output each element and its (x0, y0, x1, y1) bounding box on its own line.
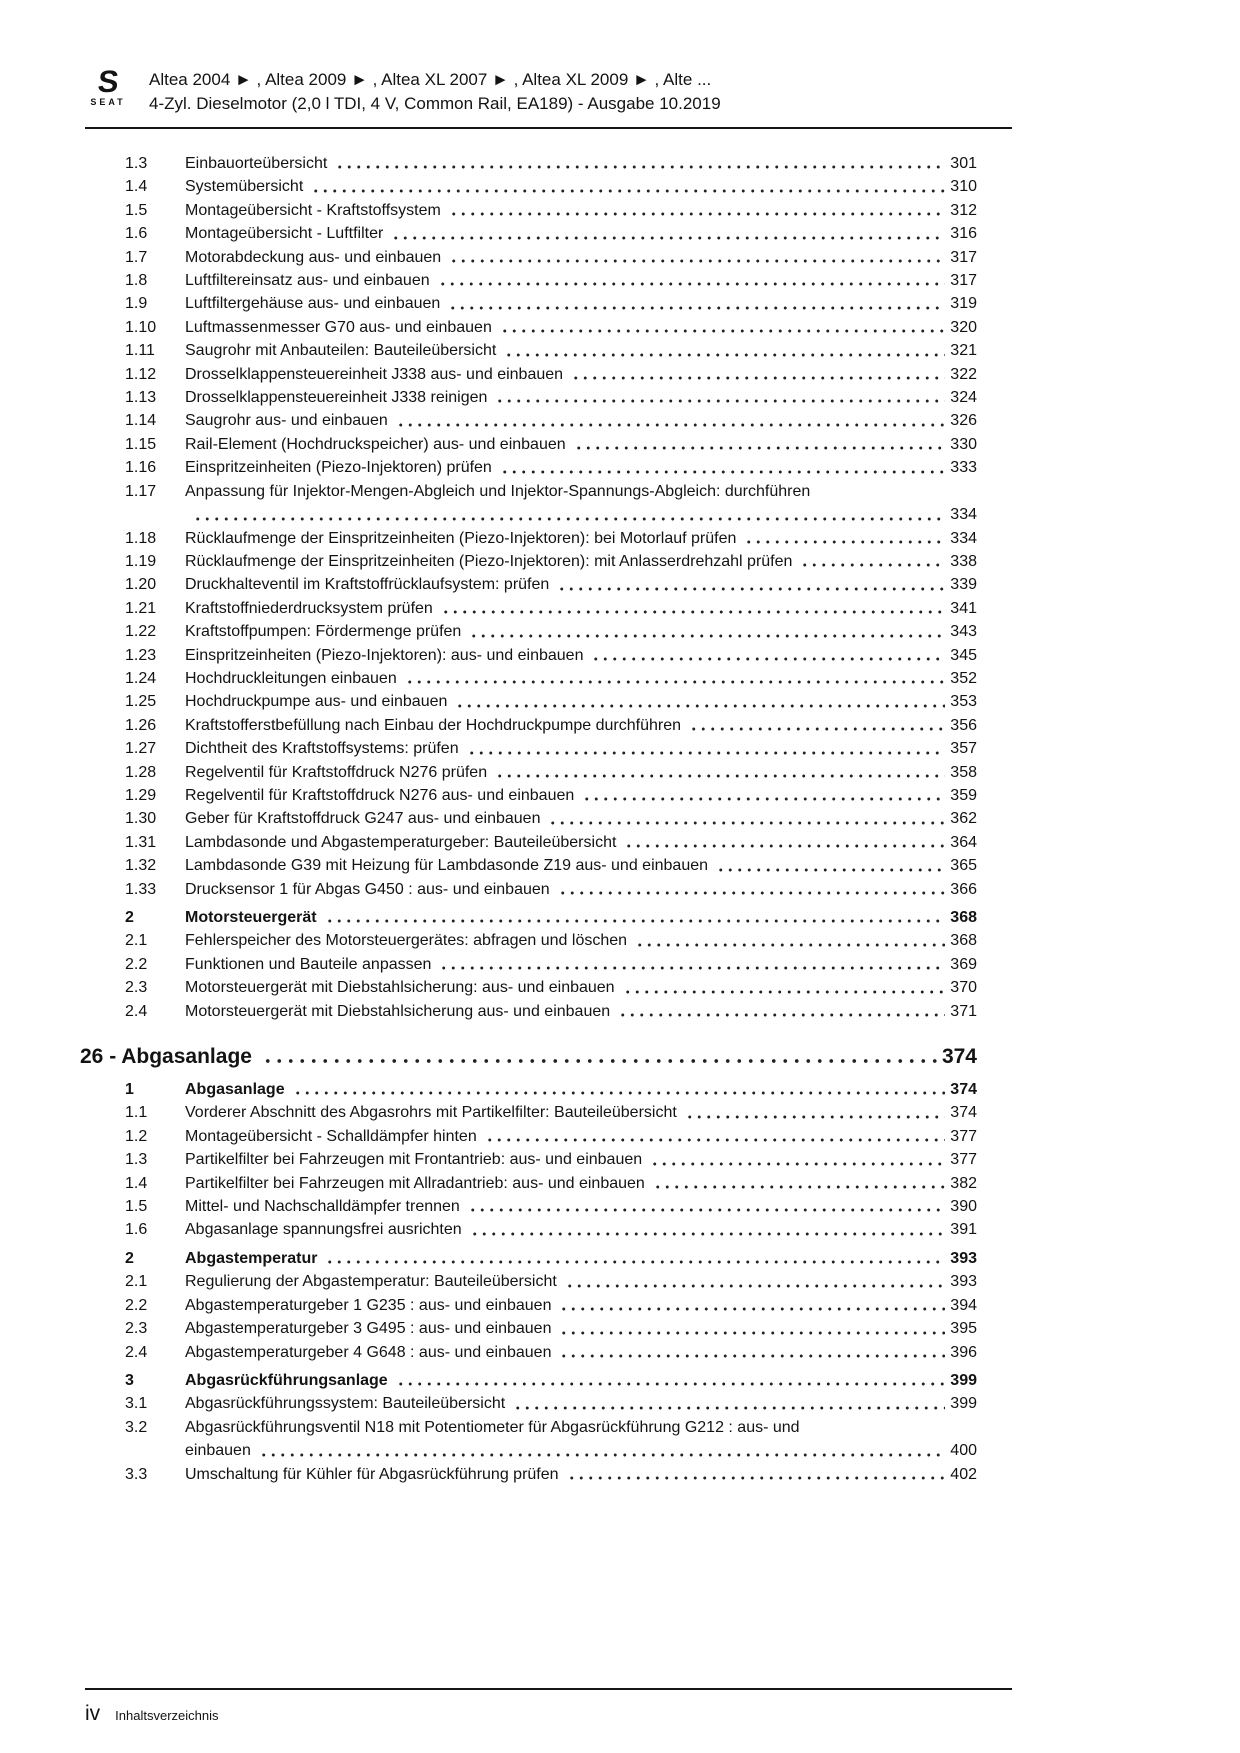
toc-entry (85, 433, 977, 456)
dot-leader (449, 246, 945, 269)
entry-page: 399 (950, 1395, 977, 1413)
toc-entry (85, 550, 977, 573)
header-model-line: Altea 2004 ► , Altea 2009 ► , Altea XL 2007 ► , Altea XL 2009 ► , Alte ... (149, 70, 712, 89)
entry-page: 320 (950, 318, 977, 336)
entry-number: 2.3 (125, 1320, 148, 1338)
entry-title: Regulierung der Abgastemperatur: Bauteileübersicht (185, 1273, 557, 1291)
toc-entry (85, 363, 977, 386)
entry-number: 3.3 (125, 1465, 148, 1483)
dot-leader (439, 953, 945, 976)
entry-title: Luftmassenmesser G70 aus- und einbauen (185, 318, 492, 336)
entry-page: 377 (950, 1127, 977, 1145)
entry-page: 393 (950, 1249, 977, 1267)
toc-entry (85, 1392, 977, 1415)
entry-page: 356 (950, 716, 977, 734)
entry-title: Dichtheit des Kraftstoffsystems: prüfen (185, 740, 459, 758)
footer-page-number: iv (85, 1702, 101, 1725)
entry-title: Kraftstoffpumpen: Fördermenge prüfen (185, 623, 462, 641)
entry-page: 352 (950, 669, 977, 687)
header-engine-line: 4-Zyl. Dieselmotor (2,0 l TDI, 4 V, Common Rail, EA189) - Ausgabe 10.2019 (149, 94, 721, 113)
toc-entry (85, 854, 977, 877)
dot-leader (716, 854, 945, 877)
entry-page: 341 (950, 599, 977, 617)
entry-page: 343 (950, 623, 977, 641)
entry-title: Abgasrückführungsanlage (185, 1371, 388, 1389)
entry-page: 324 (950, 389, 977, 407)
entry-title: Saugrohr aus- und einbauen (185, 412, 388, 430)
entry-number: 1.10 (125, 318, 157, 336)
dot-leader (623, 976, 946, 999)
entry-page: 395 (950, 1320, 977, 1338)
dot-leader (571, 363, 945, 386)
entry-title: Partikelfilter bei Fahrzeugen mit Frontantrieb: aus- und einbauen (185, 1151, 643, 1169)
toc-entry (85, 667, 977, 690)
dot-leader (650, 1148, 945, 1171)
toc-entry (85, 690, 977, 713)
dot-leader (574, 433, 946, 456)
entry-page: 364 (950, 833, 977, 851)
entry-page: 330 (950, 435, 977, 453)
entry-title: Hochdruckpumpe aus- und einbauen (185, 693, 448, 711)
seat-logo-wordmark: SEAT (90, 97, 126, 108)
entry-number (125, 503, 185, 526)
entry-page: 366 (950, 880, 977, 898)
toc-entry (85, 386, 977, 409)
dot-leader (685, 1101, 946, 1124)
entry-title: Montageübersicht - Luftfilter (185, 225, 384, 243)
toc-entry (85, 456, 977, 479)
toc-entry (85, 199, 977, 222)
entry-title: Kraftstofferstbefüllung nach Einbau der Hochdruckpumpe durchführen (185, 716, 682, 734)
entry-title: Luftfiltereinsatz aus- und einbauen (185, 272, 430, 290)
entry-title: Partikelfilter bei Fahrzeugen mit Allradantrieb: aus- und einbauen (185, 1174, 645, 1192)
toc-entry (85, 1172, 977, 1195)
dot-leader (193, 503, 945, 526)
dot-leader (567, 1463, 946, 1486)
dot-leader (559, 1341, 945, 1364)
dot-leader (653, 1172, 945, 1195)
dot-leader (467, 737, 946, 760)
toc-entry (85, 269, 977, 292)
entry-title: Vorderer Abschnitt des Abgasrohrs mit Partikelfilter: Bauteileübersicht (185, 1104, 677, 1122)
entry-page: 338 (950, 552, 977, 570)
entry-title: Einbauorteübersicht (185, 155, 328, 172)
chapter-title: 26 - Abgasanlage (80, 1045, 252, 1069)
entry-number: 1.12 (125, 365, 157, 383)
entry-title: Abgasrückführungsventil N18 mit Potentiometer für Abgasrückführung G212 : aus- und (185, 1418, 800, 1436)
toc-entry (85, 409, 977, 432)
entry-number: 1.7 (125, 248, 148, 266)
dot-leader (311, 175, 945, 198)
dot-leader (335, 152, 945, 175)
toc-entry (85, 1000, 977, 1023)
dot-leader (293, 1078, 946, 1101)
entry-number: 1.29 (125, 786, 157, 804)
entry-page: 391 (950, 1221, 977, 1239)
entry-number: 2.1 (125, 1273, 148, 1291)
toc-entry (85, 152, 977, 175)
entry-title: Regelventil für Kraftstoffdruck N276 aus- und einbauen (185, 786, 575, 804)
header-divider (85, 127, 1012, 129)
entry-page: 394 (950, 1296, 977, 1314)
dot-leader (396, 409, 945, 432)
entry-number: 1.4 (125, 1174, 148, 1192)
dot-leader (557, 573, 945, 596)
toc-entry (85, 906, 977, 929)
entry-title: Lambdasonde G39 mit Heizung für Lambdasonde Z19 aus- und einbauen (185, 857, 709, 875)
toc-entry (85, 1369, 977, 1392)
toc-entry (85, 953, 977, 976)
entry-page: 334 (950, 506, 977, 524)
toc (80, 152, 977, 1486)
entry-title: Abgastemperaturgeber 3 G495 : aus- und einbauen (185, 1320, 552, 1338)
entry-page: 339 (950, 576, 977, 594)
entry-title: Luftfiltergehäuse aus- und einbauen (185, 295, 441, 313)
entry-page: 334 (950, 529, 977, 547)
dot-leader (548, 807, 945, 830)
entry-number: 2.1 (125, 932, 148, 950)
toc-entry (85, 737, 977, 760)
entry-page: 368 (950, 932, 977, 950)
entry-number: 1.15 (125, 435, 157, 453)
entry-title: Geber für Kraftstoffdruck G247 aus- und einbauen (185, 810, 541, 828)
entry-number: 1.8 (125, 272, 148, 290)
dot-leader (449, 199, 945, 222)
dot-leader (559, 1317, 945, 1340)
entry-number: 1.6 (125, 1221, 148, 1239)
toc-entry (85, 1078, 977, 1101)
toc-entry (85, 1270, 977, 1293)
dot-leader (500, 316, 945, 339)
toc-entry (85, 1148, 977, 1171)
entry-number: 1 (125, 1081, 134, 1099)
dot-leader (618, 1000, 945, 1023)
dot-leader (448, 292, 945, 315)
entry-number: 1.13 (125, 389, 157, 407)
dot-leader (558, 878, 946, 901)
entry-page: 322 (950, 365, 977, 383)
entry-page: 359 (950, 786, 977, 804)
entry-title: Saugrohr mit Anbauteilen: Bauteileübersicht (185, 342, 497, 360)
toc-entry (85, 175, 977, 198)
entry-title: Motorabdeckung aus- und einbauen (185, 248, 442, 266)
entry-title: Funktionen und Bauteile anpassen (185, 955, 432, 973)
dot-leader (438, 269, 946, 292)
entry-title: Abgasrückführungssystem: Bauteileübersicht (185, 1395, 506, 1413)
toc-entry (85, 1416, 977, 1439)
dot-leader (485, 1125, 946, 1148)
dot-leader (513, 1392, 945, 1415)
dot-leader (391, 222, 945, 245)
entry-number: 1.33 (125, 880, 157, 898)
entry-number: 1.18 (125, 529, 157, 547)
entry-page: 390 (950, 1198, 977, 1216)
entry-title: Abgastemperatur (185, 1249, 318, 1267)
entry-page: 399 (950, 1371, 977, 1389)
entry-page: 345 (950, 646, 977, 664)
entry-number: 2 (125, 909, 134, 926)
entry-title: Rücklaufmenge der Einspritzeinheiten (Piezo-Injektoren): bei Motorlauf prüfen (185, 529, 737, 547)
toc-entry (85, 1195, 977, 1218)
entry-page: 326 (950, 412, 977, 430)
entry-page: 371 (950, 1002, 977, 1020)
toc-entry (85, 761, 977, 784)
entry-title: Motorsteuergerät mit Diebstahlsicherung aus- und einbauen (185, 1002, 611, 1020)
entry-number: 1.19 (125, 552, 157, 570)
dot-leader (468, 1195, 945, 1218)
toc-entry (85, 527, 977, 550)
entry-number: 1.14 (125, 412, 157, 430)
entry-number: 1.9 (125, 295, 148, 313)
toc-entry (85, 246, 977, 269)
toc-entry (85, 573, 977, 596)
entry-page: 316 (950, 225, 977, 243)
entry-number: 1.20 (125, 576, 157, 594)
entry-title: Regelventil für Kraftstoffdruck N276 prüfen (185, 763, 488, 781)
footer-section-label: Inhaltsverzeichnis (115, 1708, 219, 1723)
entry-page: 400 (950, 1442, 977, 1460)
entry-number: 1.3 (125, 1151, 148, 1169)
dot-leader (470, 1218, 946, 1241)
entry-page: 357 (950, 740, 977, 758)
entry-page: 365 (950, 857, 977, 875)
toc-entry (85, 339, 977, 362)
toc-entry (85, 1317, 977, 1340)
toc-chapter (80, 1042, 977, 1072)
toc-entry (85, 1341, 977, 1364)
entry-number: 2.4 (125, 1002, 148, 1020)
entry-number: 1.23 (125, 646, 157, 664)
entry-number: 1.21 (125, 599, 157, 617)
dot-leader (689, 714, 945, 737)
entry-title: Drosselklappensteuereinheit J338 aus- und einbauen (185, 365, 564, 383)
toc-entry (85, 714, 977, 737)
entry-number: 3.2 (125, 1418, 148, 1436)
toc-entry (85, 316, 977, 339)
toc-entry (85, 503, 977, 526)
entry-page: 333 (950, 459, 977, 477)
entry-number: 2.2 (125, 955, 148, 973)
dot-leader (559, 1294, 945, 1317)
entry-title: Druckhalteventil im Kraftstoffrücklaufsystem: prüfen (185, 576, 550, 594)
entry-title: Abgastemperaturgeber 4 G648 : aus- und einbauen (185, 1343, 552, 1361)
seat-logo-icon: S (95, 64, 121, 99)
entry-page: 310 (950, 178, 977, 196)
entry-title: Einspritzeinheiten (Piezo-Injektoren) prüfen (185, 459, 492, 477)
entry-page: 368 (950, 909, 977, 926)
entry-title: Abgasanlage spannungsfrei ausrichten (185, 1221, 462, 1239)
entry-page: 317 (950, 248, 977, 266)
chapter-page: 374 (941, 1045, 977, 1069)
toc-entry (85, 1101, 977, 1124)
entry-page: 370 (950, 979, 977, 997)
entry-page: 353 (950, 693, 977, 711)
entry-page: 369 (950, 955, 977, 973)
seat-logo (85, 64, 131, 108)
dot-leader (504, 339, 945, 362)
dot-leader (259, 1439, 945, 1462)
entry-number: 1.17 (125, 482, 157, 500)
entry-number: 3 (125, 1371, 134, 1389)
entry-number: 1.3 (125, 155, 148, 172)
entry-title: Drosselklappensteuereinheit J338 reinigen (185, 389, 488, 407)
page-header (85, 64, 1012, 129)
entry-number: 1.1 (125, 1104, 148, 1122)
entry-title: Montageübersicht - Schalldämpfer hinten (185, 1127, 477, 1145)
entry-number: 1.11 (125, 342, 155, 360)
toc-entry (85, 292, 977, 315)
entry-title: Montageübersicht - Kraftstoffsystem (185, 201, 441, 219)
dot-leader (495, 386, 945, 409)
entry-title: Rail-Element (Hochdruckspeicher) aus- und einbauen (185, 435, 566, 453)
entry-title: Motorsteuergerät (185, 909, 317, 926)
toc-entry (85, 1294, 977, 1317)
entry-page: 321 (950, 342, 977, 360)
entry-title: Mittel- und Nachschalldämpfer trennen (185, 1198, 460, 1216)
entry-title: Systemübersicht (185, 178, 304, 196)
entry-title: Umschaltung für Kühler für Abgasrückführung prüfen (185, 1465, 559, 1483)
entry-page: 393 (950, 1273, 977, 1291)
toc-entry (85, 784, 977, 807)
entry-title: Abgastemperaturgeber 1 G235 : aus- und einbauen (185, 1296, 552, 1314)
entry-number: 3.1 (125, 1395, 148, 1413)
page-footer (85, 1688, 1012, 1725)
dot-leader (565, 1270, 946, 1293)
toc-entry (85, 878, 977, 901)
dot-leader (635, 929, 945, 952)
entry-title: einbauen (185, 1442, 251, 1460)
entry-page: 402 (950, 1465, 977, 1483)
entry-number: 1.25 (125, 693, 157, 711)
toc-entry (85, 929, 977, 952)
dot-leader (325, 906, 946, 929)
dot-leader (495, 761, 945, 784)
entry-number: 1.5 (125, 201, 148, 219)
dot-leader (396, 1369, 946, 1392)
toc-entry (85, 480, 977, 503)
entry-number: 1.6 (125, 225, 148, 243)
entry-number: 1.24 (125, 669, 157, 687)
entry-number: 1.5 (125, 1198, 148, 1216)
entry-title: Rücklaufmenge der Einspritzeinheiten (Piezo-Injektoren): mit Anlasserdrehzahl prüfen (185, 552, 793, 570)
entry-page: 312 (950, 201, 977, 219)
dot-leader (441, 597, 945, 620)
entry-page: 396 (950, 1343, 977, 1361)
entry-number: 2 (125, 1249, 134, 1267)
toc-entry (85, 597, 977, 620)
entry-title: Einspritzeinheiten (Piezo-Injektoren): aus- und einbauen (185, 646, 584, 664)
dot-leader (624, 831, 945, 854)
entry-page: 374 (950, 1104, 977, 1122)
entry-title: Hochdruckleitungen einbauen (185, 669, 397, 687)
dot-leader (582, 784, 945, 807)
dot-leader (591, 644, 945, 667)
entry-page: 382 (950, 1174, 977, 1192)
entry-number: 2.2 (125, 1296, 148, 1314)
entry-number: 1.4 (125, 178, 148, 196)
dot-leader (500, 456, 945, 479)
toc-entry (85, 807, 977, 830)
toc-entry (85, 1439, 977, 1462)
entry-page: 377 (950, 1151, 977, 1169)
entry-title: Fehlerspeicher des Motorsteuergerätes: abfragen und löschen (185, 932, 628, 950)
entry-number: 1.28 (125, 763, 157, 781)
entry-number: 2.4 (125, 1343, 148, 1361)
toc-entry (85, 644, 977, 667)
toc-entry (85, 1125, 977, 1148)
entry-number: 1.30 (125, 810, 157, 828)
entry-number: 1.32 (125, 857, 157, 875)
dot-leader (469, 620, 945, 643)
toc-entry (85, 1463, 977, 1486)
toc-entry (85, 1218, 977, 1241)
entry-number (125, 1439, 185, 1462)
dot-leader (405, 667, 946, 690)
dot-leader (744, 527, 945, 550)
dot-leader (455, 690, 945, 713)
entry-number: 1.26 (125, 716, 157, 734)
entry-title: Abgasanlage (185, 1081, 285, 1099)
entry-number: 1.22 (125, 623, 157, 641)
toc-entry (85, 831, 977, 854)
entry-page: 358 (950, 763, 977, 781)
entry-number: 1.31 (125, 833, 157, 851)
entry-page: 301 (950, 155, 977, 172)
entry-page: 319 (950, 295, 977, 313)
entry-title: Anpassung für Injektor-Mengen-Abgleich und Injektor-Spannungs-Abgleich: durchführen (185, 482, 811, 500)
entry-title: Drucksensor 1 für Abgas G450 : aus- und einbauen (185, 880, 550, 898)
dot-leader (325, 1247, 945, 1270)
entry-number: 2.3 (125, 979, 148, 997)
entry-number: 1.27 (125, 740, 157, 758)
entry-number: 1.2 (125, 1127, 148, 1145)
toc-entry (85, 976, 977, 999)
toc-entry (85, 222, 977, 245)
toc-entry (85, 620, 977, 643)
entry-page: 317 (950, 272, 977, 290)
toc-entry (85, 1247, 977, 1270)
entry-title: Motorsteuergerät mit Diebstahlsicherung: aus- und einbauen (185, 979, 615, 997)
dot-leader (262, 1042, 937, 1072)
entry-page: 374 (950, 1081, 977, 1099)
dot-leader (800, 550, 945, 573)
entry-title: Kraftstoffniederdrucksystem prüfen (185, 599, 433, 617)
entry-page: 362 (950, 810, 977, 828)
entry-title: Lambdasonde und Abgastemperaturgeber: Bauteileübersicht (185, 833, 617, 851)
entry-number: 1.16 (125, 459, 157, 477)
